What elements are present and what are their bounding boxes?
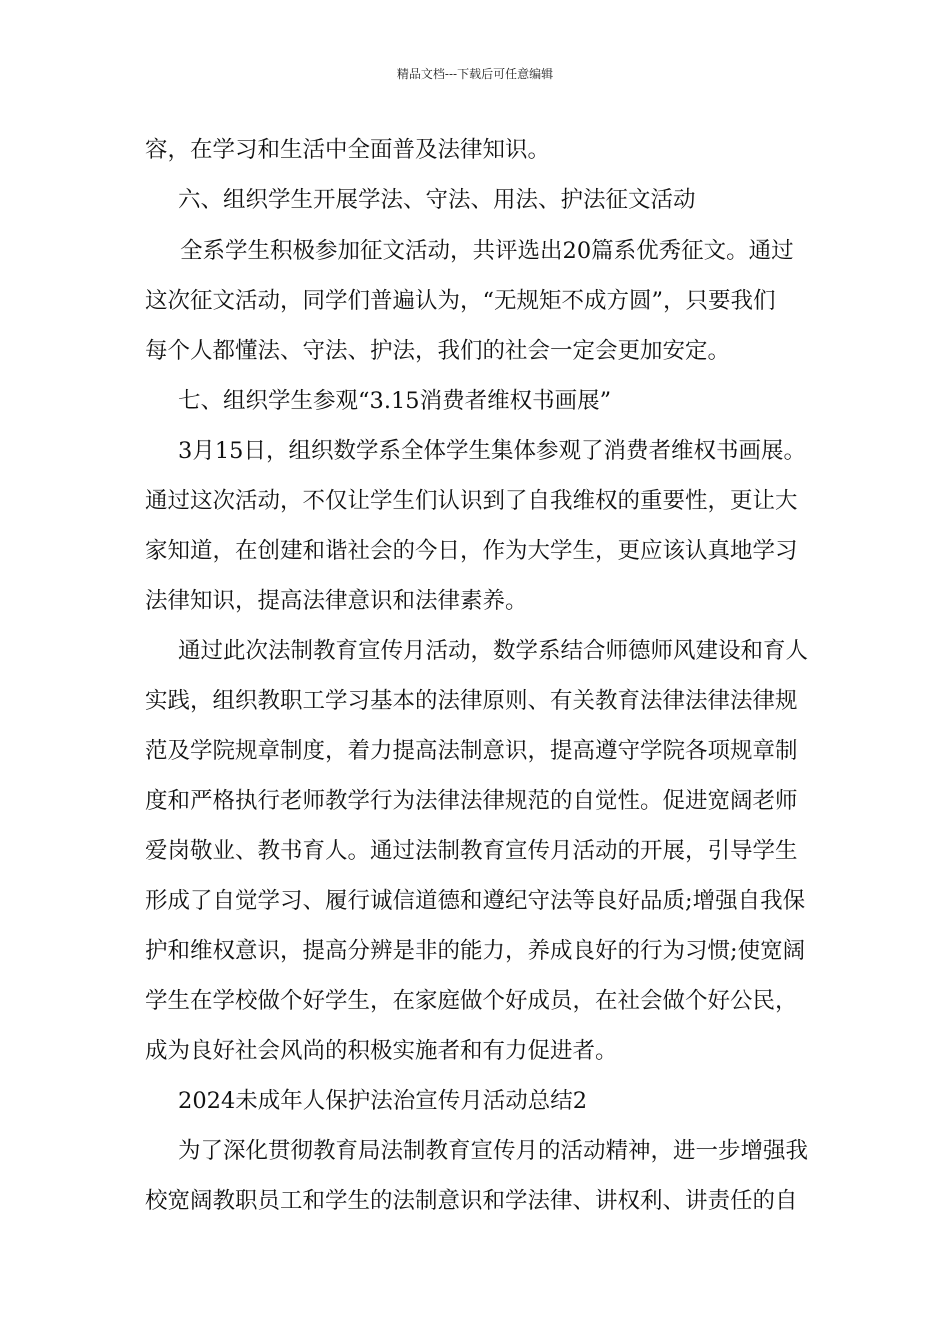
text-line: 通过这次活动，不仅让学生们认识到了自我维权的重要性，更让大 (145, 488, 798, 514)
text-line: 实践，组织教职工学习基本的法律原则、有关教育法律法律法律规 (145, 688, 798, 714)
text-line: 3月15日，组织数学系全体学生集体参观了消费者维权书画展。 (178, 438, 806, 464)
text-line: 爱岗敬业、教书育人。通过法制教育宣传月活动的开展，引导学生 (145, 838, 798, 864)
text-line: 成为良好社会风尚的积极实施者和有力促进者。 (145, 1038, 618, 1064)
text-line: 每个人都懂法、守法、护法，我们的社会一定会更加安定。 (145, 338, 731, 364)
section-heading: 2024未成年人保护法治宣传月活动总结2 (178, 1088, 588, 1114)
text-line: 为了深化贯彻教育局法制教育宣传月的活动精神，进一步增强我 (178, 1138, 809, 1164)
text-line: 法律知识，提高法律意识和法律素养。 (145, 588, 528, 614)
text-line: 这次征文活动，同学们普遍认为，“无规矩不成方圆”，只要我们 (145, 288, 776, 314)
text-line: 学生在学校做个好学生，在家庭做个好成员，在社会做个好公民， (145, 988, 798, 1014)
text-line: 容，在学习和生活中全面普及法律知识。 (145, 137, 551, 163)
text-line: 全系学生积极参加征文活动，共评选出20篇系优秀征文。通过 (180, 238, 794, 264)
section-heading: 六、组织学生开展学法、守法、用法、护法征文活动 (178, 187, 696, 213)
text-line: 形成了自觉学习、履行诚信道德和遵纪守法等良好品质;增强自我保 (145, 888, 806, 914)
text-line: 护和维权意识，提高分辨是非的能力，养成良好的行为习惯;使宽阔 (145, 938, 806, 964)
page-header: 精品文档---下载后可任意编辑 (396, 67, 554, 81)
text-line: 校宽阔教职员工和学生的法制意识和学法律、讲权利、讲责任的自 (145, 1188, 798, 1214)
text-line: 度和严格执行老师教学行为法律法律规范的自觉性。促进宽阔老师 (145, 788, 798, 814)
text-line: 通过此次法制教育宣传月活动，数学系结合师德师风建设和育人 (178, 638, 809, 664)
text-line: 家知道，在创建和谐社会的今日，作为大学生，更应该认真地学习 (145, 538, 798, 564)
section-heading: 七、组织学生参观“3.15消费者维权书画展” (178, 388, 612, 414)
text-line: 范及学院规章制度，着力提高法制意识，提高遵守学院各项规章制 (145, 738, 798, 764)
